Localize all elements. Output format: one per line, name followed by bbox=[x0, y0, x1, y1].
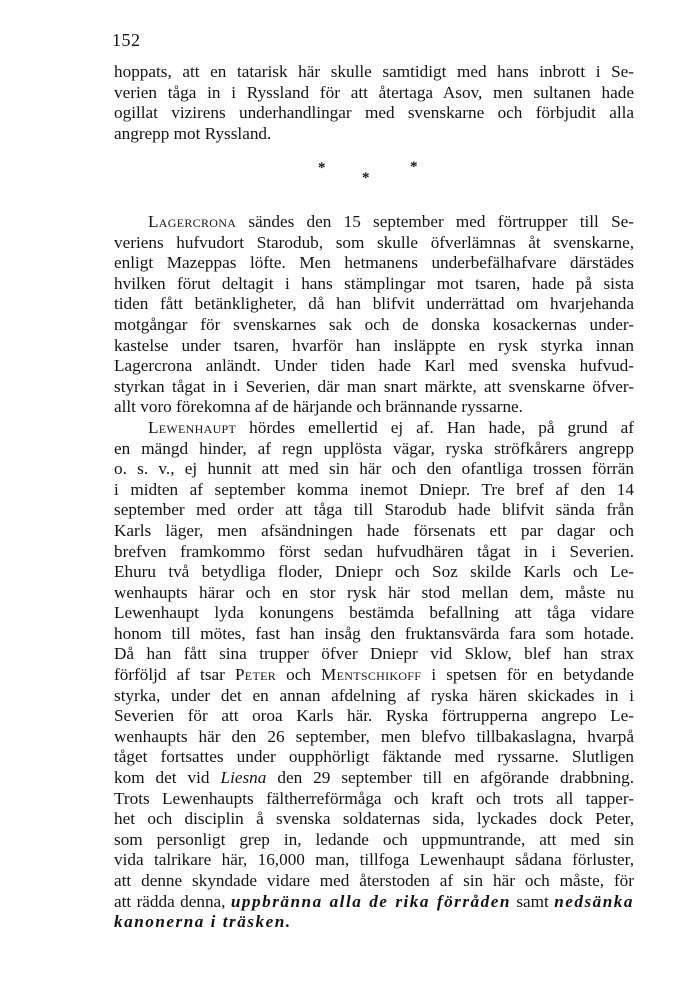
text-line: i midten af september komma inemot Dniepr. Tre bref af den 14 bbox=[114, 479, 634, 499]
text-line: en mängd hinder, af regn upplösta vägar, ryska ströfkårers angrepp bbox=[114, 438, 634, 458]
section-divider-asterism bbox=[0, 0, 700, 200]
name-peter: Peter bbox=[234, 665, 277, 685]
text-line: hvilken förut deltagit i hans stämplingar mot tsaren, hade på sista bbox=[114, 273, 634, 293]
text-line: honom till mötes, fast han insåg den fruktansvärda fara som hotade. bbox=[114, 623, 634, 643]
text-line: förföljd af tsar Peter och Mentschikoff i spetsen för en betydande bbox=[114, 665, 634, 685]
main-text bbox=[114, 212, 634, 933]
text-line: kom det vid Liesna den 29 september till en afgörande drabbning. bbox=[114, 768, 634, 788]
text-line: Lagercrona sändes den 15 september med förtrupper till Se- bbox=[148, 212, 634, 231]
text-line bbox=[114, 912, 634, 933]
text-line: Lagercrona anländt. Under tiden hade Karl med svenska hufvud- bbox=[114, 356, 634, 376]
text-line: vida talrikare här, 16,000 man, tillfoga Lewenhaupt sådana förluster, bbox=[114, 850, 634, 870]
text-line: som personligt grep in, ledande och uppmuntrande, att med sin bbox=[114, 829, 634, 849]
text-line: styrka, under det en annan afdelning af ryska hären skickades in i bbox=[114, 685, 634, 705]
text-line: att denne skyndade vidare med återstoden af sin här och måste, för bbox=[114, 871, 634, 890]
text-line: tiden fått betänkligheter, då han blifvit underrättad om hvarjehanda bbox=[114, 294, 634, 314]
asterisk: * bbox=[410, 159, 418, 175]
place-liesna: Liesna bbox=[220, 768, 267, 788]
text-line: brefven framkommo först sedan hufvudhären tågat in i Severien. bbox=[114, 541, 634, 561]
text-line: wenhaupts här den 26 september, men blefvo tillbakaslagna, hvarpå bbox=[114, 726, 634, 746]
emphasis-word: nedsänka bbox=[554, 891, 634, 911]
text-line: allt voro förekomna af de härjande och brännande ryssarne. bbox=[114, 397, 523, 417]
text-line: Ehuru två betydliga floder, Dniepr och Soz skilde Karls och Le- bbox=[114, 562, 634, 582]
text-line: Karls läger, men afsändningen hade försenats ett par dagar och bbox=[114, 520, 634, 540]
text-line: hoppats, att en tatarisk här skulle samtidigt med hans inbrott i Se- bbox=[114, 62, 634, 81]
text-line: wenhaupts härar och en stor rysk här stod mellan dem, måste nu bbox=[114, 582, 634, 602]
text-line: verien tåga in i Ryssland för att återtaga Asov, men sultanen hade bbox=[114, 82, 634, 102]
emphasis-phrase: uppbränna alla de rika förråden bbox=[230, 891, 511, 911]
text-line: enligt Mazeppas löfte. Men hetmanens underbefälhafvare därstädes bbox=[114, 253, 634, 273]
text-line: Lewenhaupt hördes emellertid ej af. Han hade, på grund af bbox=[148, 417, 634, 437]
text-line: styrkan tågat in i Severien, där man snart märkte, att svenskarne öfver- bbox=[114, 376, 634, 396]
text-line: Lewenhaupt lyda konungens bestämda befallning att tåga vidare bbox=[114, 603, 634, 623]
asterisk: * bbox=[318, 160, 326, 176]
text-line: veriens hufvudort Starodub, som skulle öfverlämnas åt svenskarne, bbox=[114, 232, 634, 252]
text-line: motgångar för svenskarnes sak och de donska kosackernas under- bbox=[114, 314, 634, 334]
text-line: het och disciplin å svenska soldaternas sida, lyckades dock Peter, bbox=[114, 809, 634, 829]
text-line: tåget fortsattes under oupphörligt fäktande med ryssarne. Slutligen bbox=[114, 747, 634, 767]
name-lewenhaupt: Lewenhaupt bbox=[148, 417, 237, 437]
page-number: 152 bbox=[112, 30, 141, 50]
text-line: Trots Lewenhaupts fältherreförmåga och kraft och trots all tapper- bbox=[114, 788, 634, 808]
text-line: Då han fått sina trupper öfver Dniepr vid Sklow, blef han strax bbox=[114, 644, 634, 664]
text-line: o. s. v., ej hunnit att med sin här och den ofantliga trossen förrän bbox=[114, 459, 634, 479]
text-line: kastelse under tsaren, hvarför han insläppte en rysk styrka innan bbox=[114, 335, 634, 355]
text-line: ogillat vizirens underhandlingar med svenskarne och förbjudit alla bbox=[114, 103, 634, 123]
asterisk: * bbox=[362, 170, 370, 186]
emphasis-phrase: kanonerna i träsken. bbox=[114, 912, 292, 932]
name-lagercrona: Lagercrona bbox=[148, 212, 237, 231]
text-line: september med order att tåga till Starodub hade blifvit sända från bbox=[114, 500, 634, 520]
name-mentschikoff: Mentschikoff bbox=[321, 665, 422, 685]
text-line: angrepp mot Ryssland. bbox=[114, 123, 272, 143]
text-line: Severien för att oroa Karls här. Ryska förtrupperna angrepo Le- bbox=[114, 706, 634, 726]
text-line: att rädda denna, uppbränna alla de rika förråden samt nedsänka bbox=[114, 891, 634, 911]
